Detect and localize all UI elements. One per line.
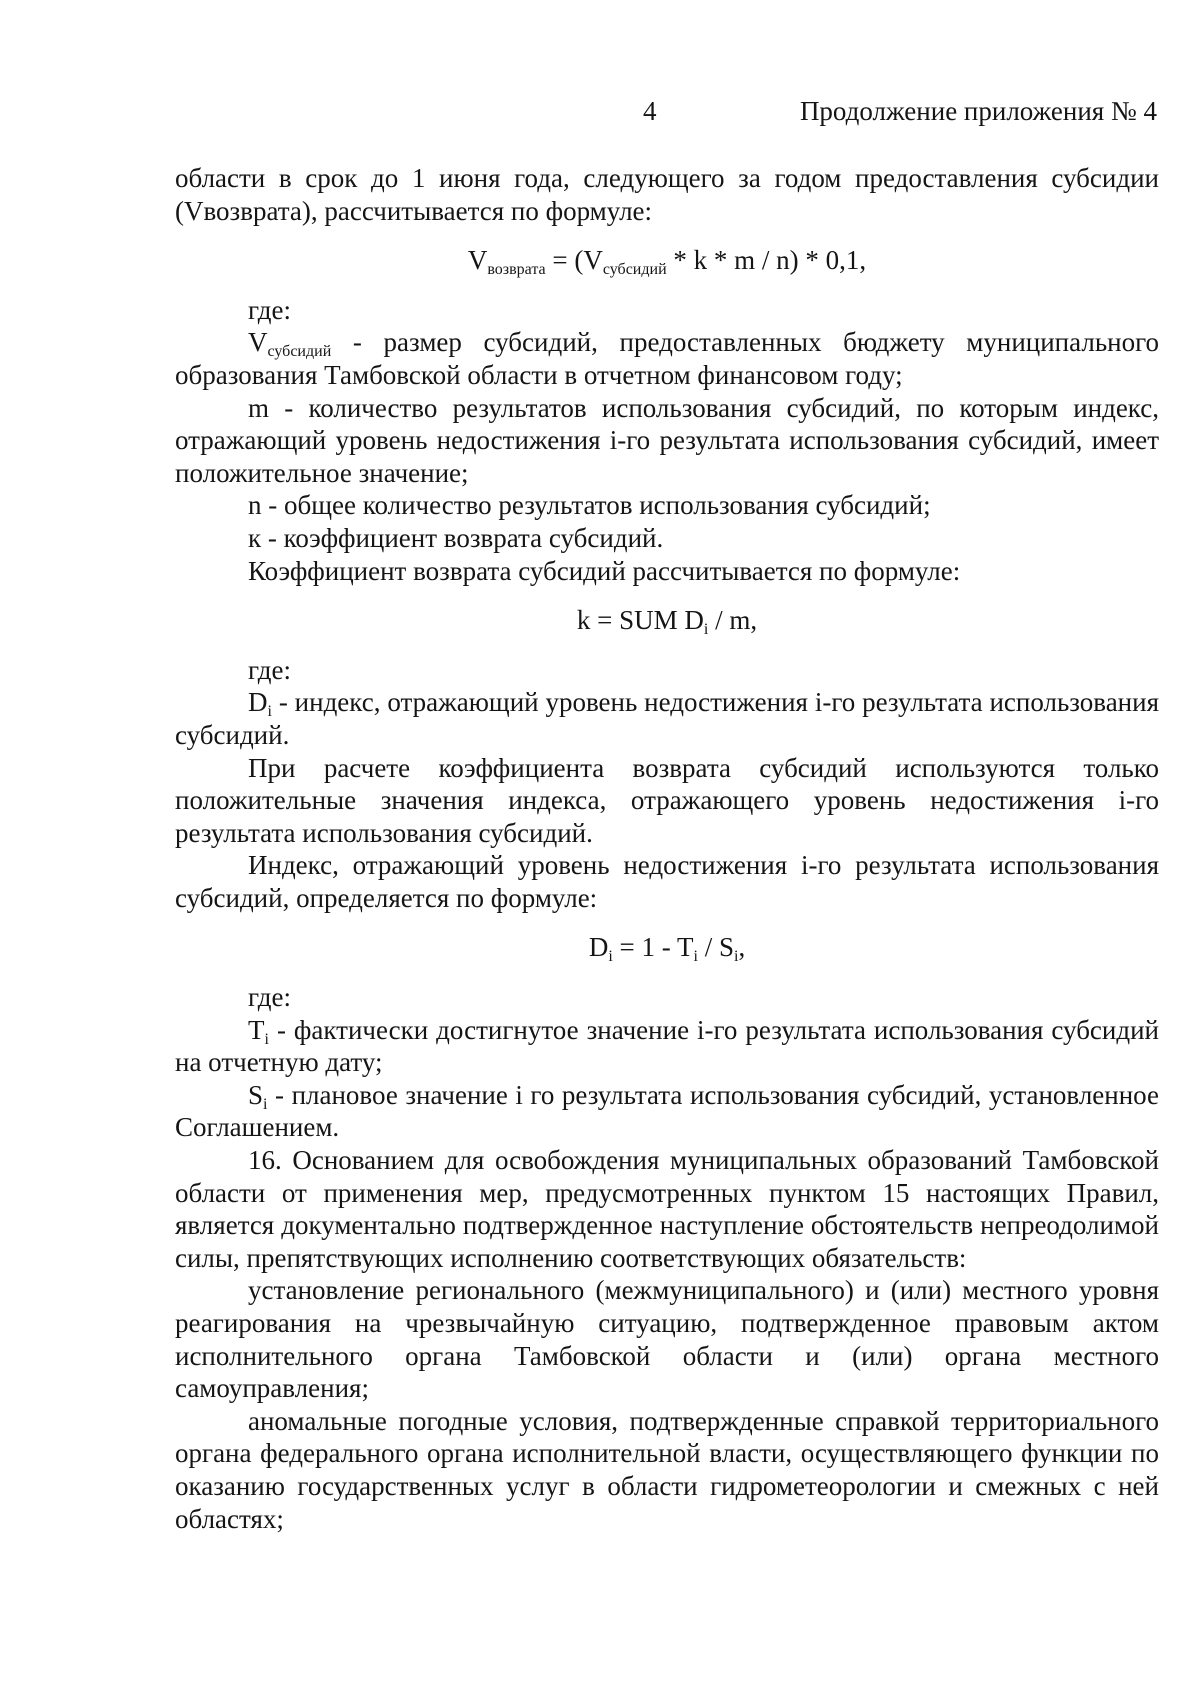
definition-t: $T_i$ - фактически достигнутое значение i-го результата использования субсидий на отчетную дату;	[175, 1014, 1159, 1078]
appendix-continuation: Продолжение приложения № 4	[799, 96, 1157, 126]
paragraph-emergency: установление регионального (межмуниципального) и (или) местного уровня реагирования на чрезвычайную ситуацию, подтвержденное правовым актом исполнительного органа Тамбовской области и (или) органа местного самоуправления;	[175, 1275, 1159, 1404]
paragraph-positive-values: При расчете коэффициента возврата субсидий используются только положительные значения индекса, отражающего уровень недостижения i-го результата использования субсидий.	[175, 752, 1159, 848]
where-label: где:	[248, 982, 291, 1013]
definition-d: $D_i$ - индекс, отражающий уровень недостижения i-го результата использования субсидий.	[175, 687, 1159, 750]
where-label: где:	[248, 294, 291, 325]
coefficient-intro: Коэффициент возврата субсидий рассчитывается по формуле:	[248, 555, 961, 586]
paragraph-refund-intro: области в срок до 1 июня года, следующего за годом предоставления субсидии (Vвозврата), рассчитывается по формуле:	[175, 163, 1159, 226]
paragraph-weather: аномальные погодные условия, подтвержденные справкой территориального органа федерального органа исполнительной власти, осуществляющего функции по оказанию государственных услуг в области гидрометеорологии и смежных с ней областях;	[175, 1405, 1159, 1534]
definition-v-subsidy: $V_{субсидий}$ - размер субсидий, предоставленных бюджету муниципального образования Тамбовской области в отчетном финансовом году;	[175, 327, 1159, 390]
where-label: где:	[248, 654, 291, 685]
formula-index: $D_i = 1 - T_i / S_i$,	[588, 932, 746, 966]
page-header	[0, 96, 1200, 140]
paragraph-16: 16. Основанием для освобождения муниципальных образований Тамбовской области от применения мер, предусмотренных пунктом 15 настоящих Правил, является документально подтвержденное наступление обстоятельств непреодолимой силы, препятствующих исполнению соответствующих обязательств:	[175, 1145, 1159, 1273]
formula-refund-volume: $V_{возврата} = (V_{субсидий} * k * m / n) * 0,1$,	[467, 245, 867, 279]
formula-coefficient: k = SUM $D_i$ / m,	[576, 605, 758, 639]
paragraph-index-intro: Индекс, отражающий уровень недостижения i-го результата использования субсидий, определяется по формуле:	[175, 850, 1159, 913]
definition-k: к - коэффициент возврата субсидий.	[248, 522, 664, 553]
document-body	[175, 162, 1159, 1535]
definition-m: m - количество результатов использования субсидий, по которым индекс, отражающий уровень недостижения i-го результата использования субсидий, имеет положительное значение;	[175, 392, 1159, 488]
definition-s: $S_i$ - плановое значение i го результата использования субсидий, установленное Соглашением.	[175, 1079, 1159, 1143]
definition-n: n - общее количество результатов использования субсидий;	[248, 490, 931, 521]
page-number: 4	[643, 96, 657, 126]
